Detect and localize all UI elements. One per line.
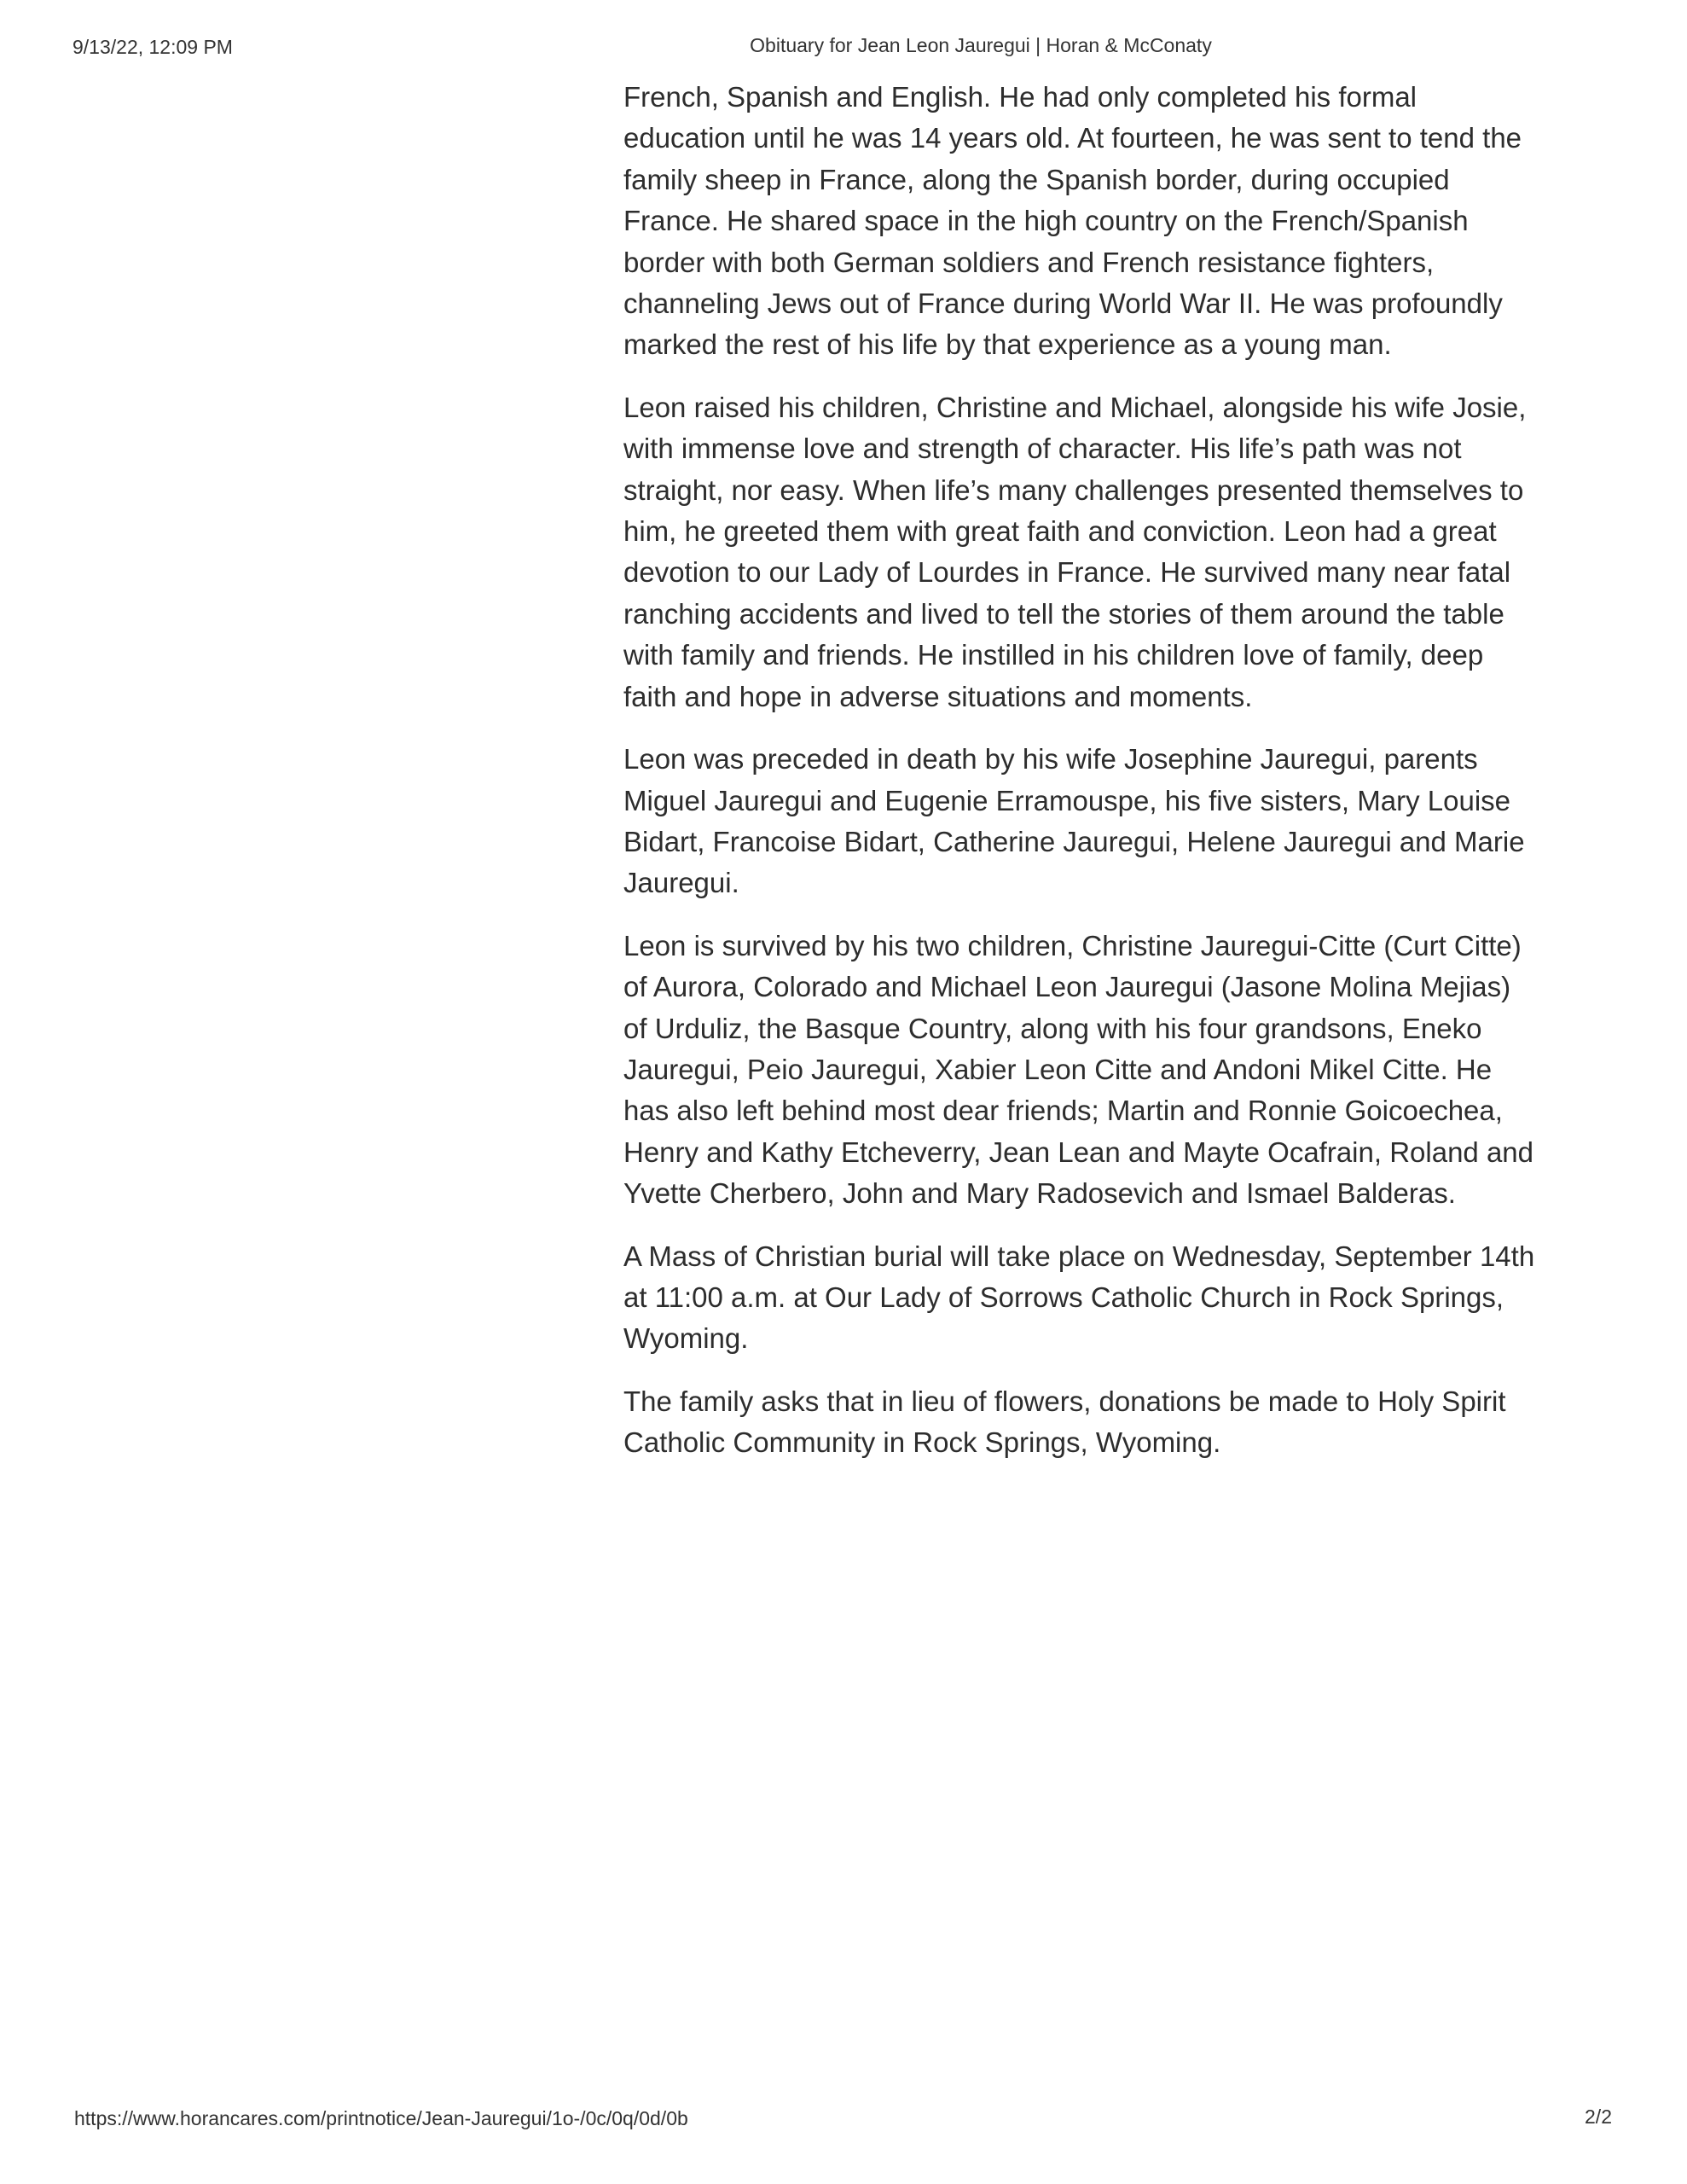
paragraph-line: straight, nor easy. When life’s many challenges presented themselves to <box>623 473 1524 506</box>
print-datetime: 9/13/22, 12:09 PM <box>72 36 233 58</box>
paragraph-line: Catholic Community in Rock Springs, Wyoming. <box>623 1426 1221 1459</box>
paragraph-line: him, he greeted them with great faith and conviction. Leon had a great <box>623 515 1497 548</box>
paragraph-line: Jauregui. <box>623 867 739 899</box>
paragraph-line: with immense love and strength of character. His life’s path was not <box>623 433 1462 465</box>
paragraph-line: A Mass of Christian burial will take place on Wednesday, September 14th <box>623 1240 1535 1272</box>
paragraph-line: Jauregui, Peio Jauregui, Xabier Leon Citte and Andoni Mikel Citte. He <box>623 1053 1493 1085</box>
paragraph-line: The family asks that in lieu of flowers, donations be made to Holy Spirit <box>623 1385 1506 1417</box>
paragraph-line: at 11:00 a.m. at Our Lady of Sorrows Catholic Church in Rock Springs, <box>623 1281 1504 1313</box>
paragraph-line: faith and hope in adverse situations and moments. <box>623 680 1253 712</box>
paragraph-line: Leon is survived by his two children, Christine Jauregui-Citte (Curt Citte) <box>623 929 1522 961</box>
obituary-body <box>623 77 1579 1485</box>
paragraph-line: channeling Jews out of France during World War II. He was profoundly <box>623 288 1503 320</box>
paragraph-line: of Aurora, Colorado and Michael Leon Jauregui (Jasone Molina Mejias) <box>623 971 1511 1003</box>
paragraph-line: ranching accidents and lived to tell the stories of them around the table <box>623 597 1504 630</box>
paragraph-line: border with both German soldiers and French resistance fighters, <box>623 246 1435 278</box>
obituary-paragraph <box>623 926 1579 1215</box>
paragraph-line: Henry and Kathy Etcheverry, Jean Lean and Mayte Ocafrain, Roland and <box>623 1136 1534 1168</box>
paragraph-line: Miguel Jauregui and Eugenie Erramouspe, his five sisters, Mary Louise <box>623 784 1511 816</box>
print-page-number: 2/2 <box>1585 2106 1612 2128</box>
paragraph-line: marked the rest of his life by that experience as a young man. <box>623 328 1392 361</box>
obituary-paragraph <box>623 739 1579 904</box>
paragraph-line: family sheep in France, along the Spanish border, during occupied <box>623 163 1450 195</box>
paragraph-line: with family and friends. He instilled in his children love of family, deep <box>623 639 1484 671</box>
paragraph-line: Bidart, Francoise Bidart, Catherine Jauregui, Helene Jauregui and Marie <box>623 825 1525 857</box>
paragraph-line: Leon raised his children, Christine and Michael, alongside his wife Josie, <box>623 391 1527 423</box>
paragraph-line: of Urduliz, the Basque Country, along with his four grandsons, Eneko <box>623 1012 1482 1044</box>
paragraph-line: French, Spanish and English. He had only completed his formal <box>623 81 1417 113</box>
obituary-paragraph <box>623 1236 1579 1360</box>
obituary-paragraph <box>623 77 1579 366</box>
print-page-title: Obituary for Jean Leon Jauregui | Horan & McConaty <box>750 34 1212 56</box>
paragraph-line: education until he was 14 years old. At fourteen, he was sent to tend the <box>623 122 1522 154</box>
paragraph-line: Leon was preceded in death by his wife Josephine Jauregui, parents <box>623 743 1478 775</box>
print-url: https://www.horancares.com/printnotice/Jean-Jauregui/1o-/0c/0q/0d/0b <box>74 2107 688 2129</box>
obituary-paragraph <box>623 1381 1579 1464</box>
paragraph-line: has also left behind most dear friends; Martin and Ronnie Goicoechea, <box>623 1095 1503 1127</box>
paragraph-line: Yvette Cherbero, John and Mary Radosevich and Ismael Balderas. <box>623 1177 1456 1210</box>
paragraph-line: Wyoming. <box>623 1322 749 1355</box>
paragraph-line: France. He shared space in the high country on the French/Spanish <box>623 205 1469 237</box>
paragraph-line: devotion to our Lady of Lourdes in France. He survived many near fatal <box>623 556 1511 589</box>
obituary-paragraph <box>623 387 1579 717</box>
